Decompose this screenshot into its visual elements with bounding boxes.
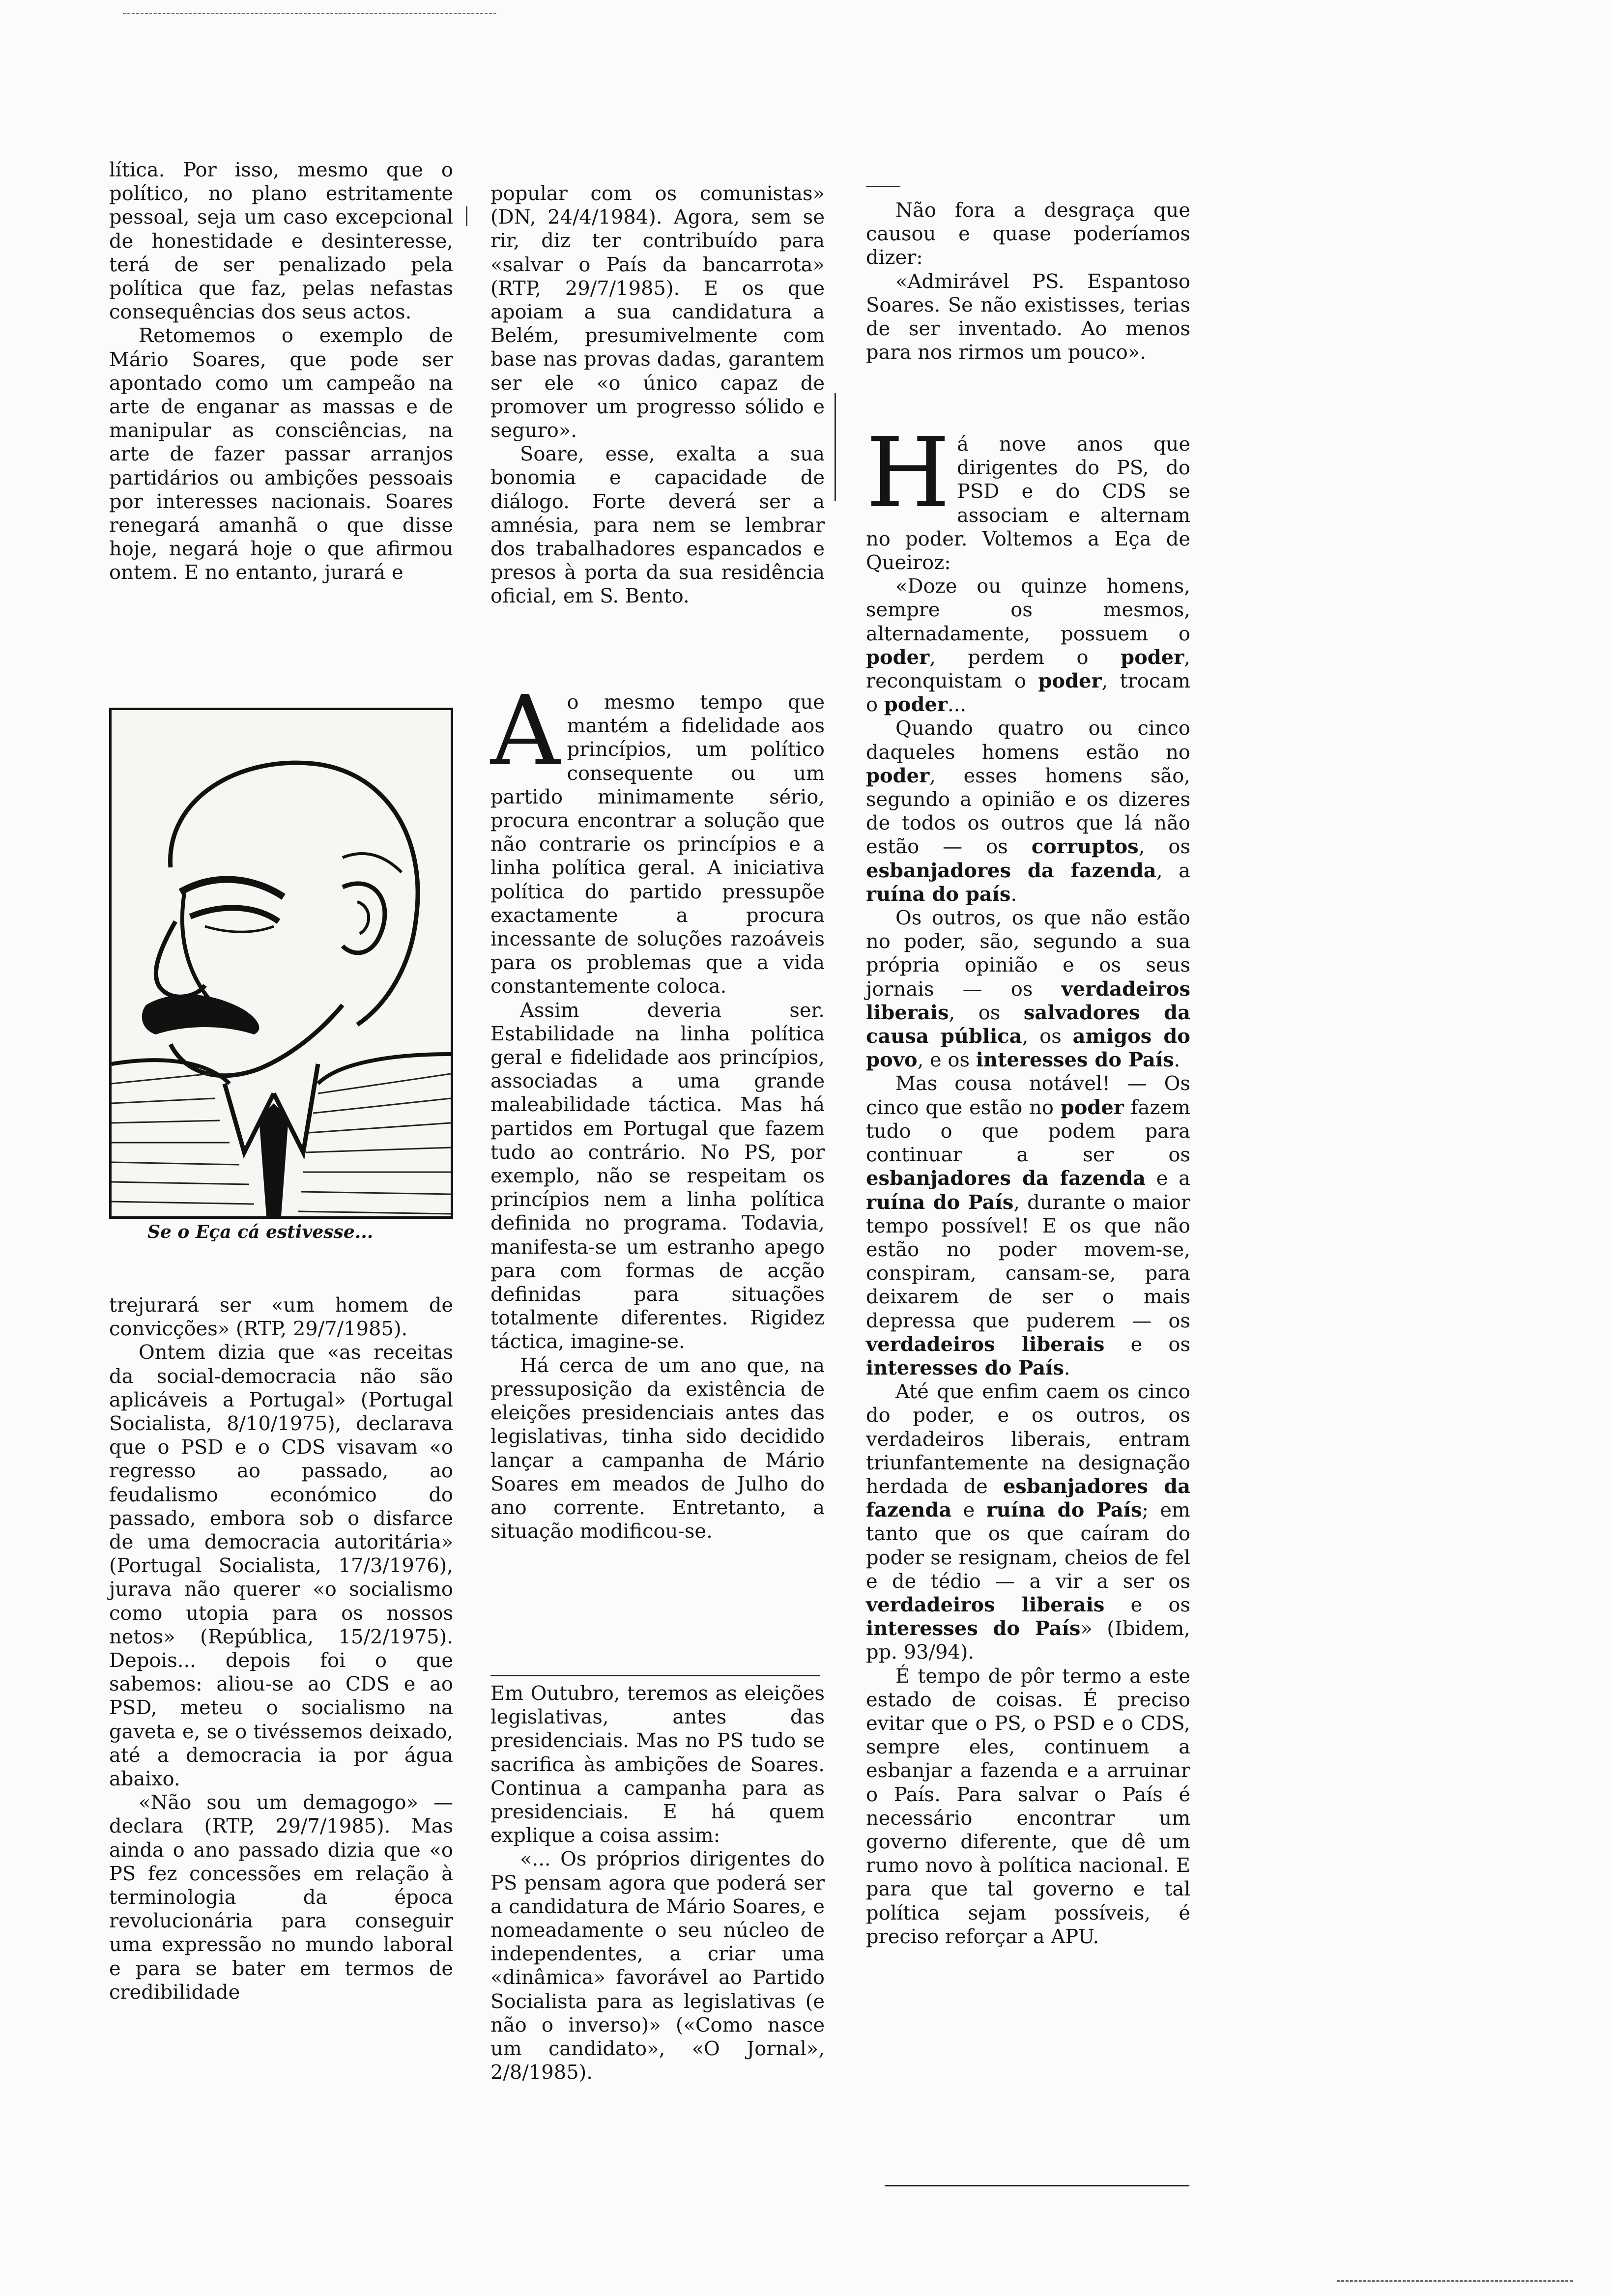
col1-paragraph-3: trejurará ser «um homem de convicções» (RTP, 29/7/1985).: [109, 1294, 453, 1341]
col3-paragraph-2: «Admirável PS. Espantoso Soares. Se não existisses, terias de ser inventado. Ao menos para nos rirmos um pouco».: [866, 270, 1190, 364]
column-separator-1: [466, 206, 467, 226]
column-1-top: [109, 158, 453, 585]
column-3-main: [866, 417, 1191, 1949]
col1-paragraph-1: lítica. Por isso, mesmo que o político, no plano estritamente pessoal, seja um caso excepcional de honestidade e desinteresse, terá de ser penalizado pela política que faz, pelas nefastas consequências dos seus actos.: [109, 159, 453, 324]
col2-paragraph-5: Há cerca de um ano que, na pressuposição da existência de eleições presidenciais antes das legislativas, tinha sido decidido lançar a campanha de Mário Soares em meados de Julho do ano corrente. Entretanto, a situação modificou-se.: [490, 1354, 825, 1543]
col3-paragraph-6: Os outros, os que não estão no poder, são, segundo a sua própria opinião e os seus jornais — os verdadeiros liberais, os salvadores da causa pública, os amigos do povo, e os interesses do País.: [866, 907, 1190, 1072]
col2-paragraph-3: [490, 675, 825, 999]
col2-paragraph-3-text: o mesmo tempo que mantém a fidelidade aos princípios, um político consequente ou um partido minimamente sério, procura encontrar a solução que não contrarie os princípios e a linha política geral. A iniciativa política do partido pressupõe exactamente a procura incessante de soluções razoáveis para os problemas que a vida constantemente coloca.: [490, 691, 825, 998]
col3-dropcap: H: [866, 417, 950, 529]
column-2-middle: [490, 675, 825, 1543]
col1-paragraph-2: Retomemos o exemplo de Mário Soares, que pode ser apontado como um campeão na arte de enganar as massas e de manipular as consciências, na arte de fazer passar arranjos partidários ou ambições pessoais por interesses nacionais. Soares renegará amanhã o que disse hoje, negará hoje o que afirmou ontem. E no entanto, jurará e: [109, 324, 453, 584]
col2-paragraph-1: popular com os comunistas» (DN, 24/4/1984). Agora, sem se rir, diz ter contribuído para «salvar o País da bancarrota» (RTP, 29/7/1985). E os que apoiam a sua candidatura a Belém, presumivelmente com base nas provas dadas, garantem ser ele «o único capaz de promover um progresso sólido e seguro».: [490, 182, 825, 442]
col3-paragraph-9: É tempo de pôr termo a este estado de coisas. É preciso evitar que o PS, o PSD e o CDS, sempre eles, continuem a esbanjar a fazenda e a arruinar o País. Para salvar o País é necessário encontrar um governo diferente, que dê um rumo novo à política nacional. E para que tal governo e tal política sejam possíveis, é preciso reforçar a APU.: [866, 1665, 1190, 1948]
col1-paragraph-4: Ontem dizia que «as receitas da social-democracia não são aplicáveis a Portugal» (Portugal Socialista, 8/10/1975), declarava que o PSD e o CDS visavam «o regresso ao passado, ao feudalismo económico do passado, embora sob o disfarce de uma democracia autoritária» (Portugal Socialista, 17/3/1976), jurava não querer «o socialismo como utopia para os nossos netos» (República, 15/2/1975). Depois... depois foi o que sabemos: aliou-se ao CDS e ao PSD, meteu o socialismo na gaveta e, se o tivéssemos deixado, até a democracia ia por água abaixo.: [109, 1341, 453, 1791]
col3-paragraph-3-text: á nove anos que dirigentes do PS, do PSD e do CDS se associam e alternam no poder. Voltemos a Eça de Queiroz:: [866, 433, 1190, 574]
col3-paragraph-7: Mas cousa notável! — Os cinco que estão no poder fazem tudo o que podem para continuar a ser os esbanjadores da fazenda e a ruína do País, durante o maior tempo possível! E os que não estão no poder movem-se, conspiram, cansam-se, para deixarem de ser o mais depressa que puderem — os verdadeiros liberais e os interesses do País.: [866, 1072, 1191, 1379]
col1-paragraph-5: «Não sou um demagogo» — declara (RTP, 29/7/1985). Mas ainda o ano passado dizia que «o PS fez concessões em relação à terminologia da época revolucionária para conseguir uma expressão no mundo laboral e para se bater em termos de credibilidade: [109, 1791, 453, 2004]
col2-dropcap: A: [490, 675, 560, 787]
column-1-bottom: [109, 1293, 453, 2004]
col2-paragraph-7: «... Os próprios dirigentes do PS pensam agora que poderá ser a candidatura de Mário Soares, e nomeadamente o seu núcleo de independentes, a criar uma «dinâmica» favorável ao Partido Socialista para as legislativas (e não o inverso)» («Como nasce um candidato», «O Jornal», 2/8/1985).: [490, 1848, 825, 2084]
col3-top-rule: [866, 186, 900, 187]
col2-paragraph-2: Soare, esse, exalta a sua bonomia e capacidade de diálogo. Forte deverá ser a amnésia, para nem se lembrar dos trabalhadores espancados e presos à porta da sua residência oficial, em S. Bento.: [490, 443, 825, 608]
scan-specks-top: [123, 13, 496, 16]
column-separator-2: [835, 393, 836, 501]
col2-paragraph-6: Em Outubro, teremos as eleições legislativas, antes das presidenciais. Mas no PS tudo se sacrifica às ambições de Soares. Continua a campanha para as presidenciais. E há quem explique a coisa assim:: [490, 1682, 825, 1847]
column-2-top: [490, 182, 825, 608]
col3-paragraph-5: Quando quatro ou cinco daqueles homens estão no poder, esses homens são, segundo a opinião e os dizeres de todos os outros que lá não estão — os corruptos, os esbanjadores da fazenda, a ruína do país.: [866, 717, 1191, 906]
scan-specks-bottom: [1337, 2280, 1573, 2284]
column-2-bottom: [490, 1682, 825, 2084]
cartoon-caption: Se o Eça cá estivesse...: [147, 1222, 374, 1242]
col3-end-rule: [885, 2185, 1189, 2186]
col3-paragraph-4: «Doze ou quinze homens, sempre os mesmos, alternadamente, possuem o poder, perdem o poder, reconquistam o poder, trocam o poder...: [866, 575, 1190, 717]
caricature-drawing: [112, 710, 451, 1216]
cartoon-illustration: [109, 708, 453, 1219]
col3-paragraph-8: Até que enfim caem os cinco do poder, e os outros, os verdadeiros liberais, entram triunfantemente na designação herdada de esbanjadores da fazenda e ruína do País; em tanto que os que caíram do poder se resignam, cheios de fel e de tédio — a vir a ser os verdadeiros liberais e os interesses do País» (Ibidem, pp. 93/94).: [866, 1380, 1190, 1664]
col2-paragraph-4: Assim deveria ser. Estabilidade na linha política geral e fidelidade aos princípios, associadas a uma grande maleabilidade táctica. Mas há partidos em Portugal que fazem tudo ao contrário. No PS, por exemplo, não se respeitam os princípios nem a linha política definida no programa. Todavia, manifesta-se um estranho apego para com formas de acção definidas para situações totalmente diferentes. Rigidez táctica, imagine-se.: [490, 999, 825, 1353]
col2-section-rule: [490, 1675, 820, 1676]
column-3-top: [866, 199, 1190, 364]
col3-paragraph-3: [866, 417, 1190, 574]
col3-paragraph-1: Não fora a desgraça que causou e quase poderíamos dizer:: [866, 199, 1190, 269]
